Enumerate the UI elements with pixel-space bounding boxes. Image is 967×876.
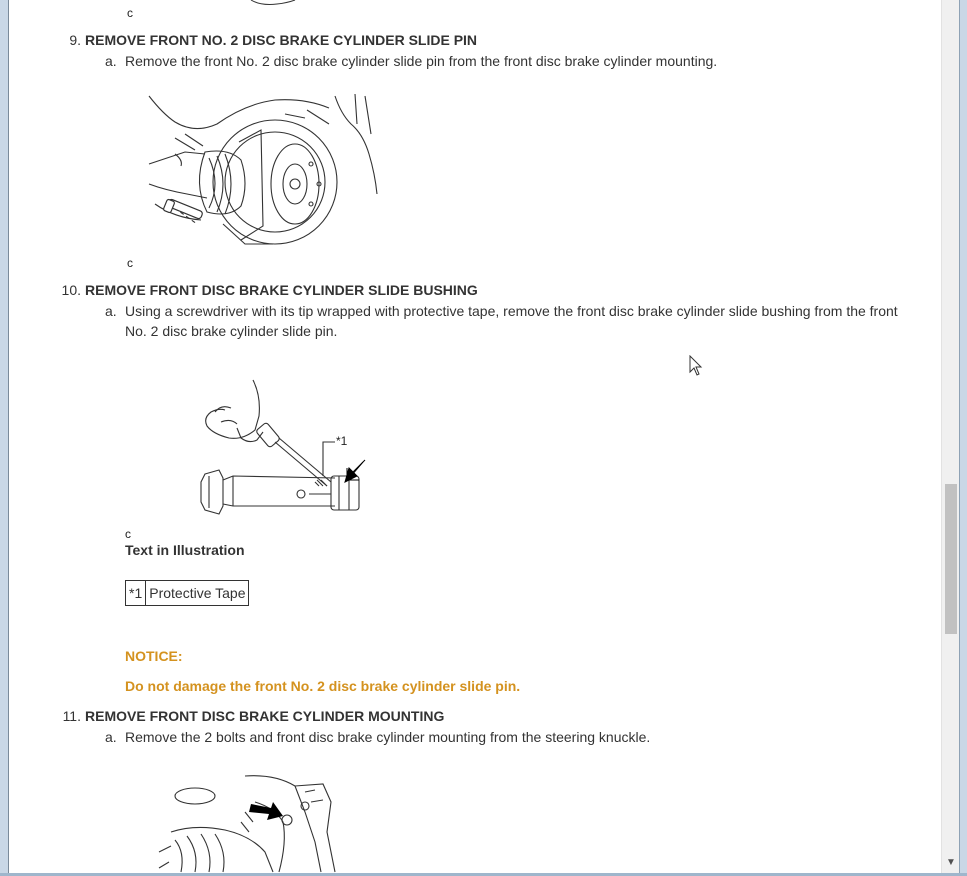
legend-value: Protective Tape [146, 581, 249, 606]
removal-direction-arrow [249, 802, 283, 820]
step-title: REMOVE FRONT DISC BRAKE CYLINDER SLIDE BUSHING [85, 282, 478, 298]
text-in-illustration-heading: Text in Illustration [125, 542, 245, 558]
substep-marker: a. [105, 53, 117, 69]
illustration-legend-table [125, 580, 249, 606]
illustration-caption: c [127, 6, 133, 20]
legend-key: *1 [126, 581, 146, 606]
step-number: 10. [61, 282, 81, 298]
document-content [9, 0, 941, 873]
window-frame-left [0, 0, 8, 876]
scrollbar-thumb[interactable] [945, 484, 957, 634]
vertical-scrollbar[interactable] [941, 0, 960, 873]
step-number: 9. [69, 32, 81, 48]
cylinder-mounting-removal-illustration [155, 772, 355, 873]
step-title: REMOVE FRONT NO. 2 DISC BRAKE CYLINDER SLIDE PIN [85, 32, 478, 48]
substep-marker: a. [105, 303, 117, 319]
substep-text-line-1: Using a screwdriver with its tip wrapped with protective tape, remove the front disc brake cylinder slide bushing from the front [125, 303, 898, 319]
notice-label: NOTICE: [125, 648, 183, 664]
callout-label: *1 [336, 434, 348, 448]
step-number: 11. [62, 708, 81, 724]
substep-text-line-2: No. 2 disc brake cylinder slide pin. [125, 323, 338, 339]
slide-pin-removal-illustration [145, 94, 381, 254]
illustration-caption: c [125, 527, 131, 541]
notice-text: Do not damage the front No. 2 disc brake cylinder slide pin. [125, 678, 521, 694]
substep-marker: a. [105, 729, 117, 745]
substep-text: Remove the front No. 2 disc brake cylinder slide pin from the front disc brake cylinder mounting. [125, 53, 718, 69]
substep-text: Remove the 2 bolts and front disc brake cylinder mounting from the steering knuckle. [125, 729, 651, 745]
illustration-caption: c [127, 256, 133, 270]
step-title: REMOVE FRONT DISC BRAKE CYLINDER MOUNTING [85, 708, 445, 724]
mouse-cursor-icon [689, 355, 703, 377]
table-row [126, 581, 249, 606]
window-frame-right [959, 0, 967, 876]
scroll-down-arrow-icon[interactable]: ▼ [946, 857, 956, 868]
slide-bushing-removal-illustration [185, 376, 385, 522]
previous-illustration-fragment [249, 0, 299, 6]
